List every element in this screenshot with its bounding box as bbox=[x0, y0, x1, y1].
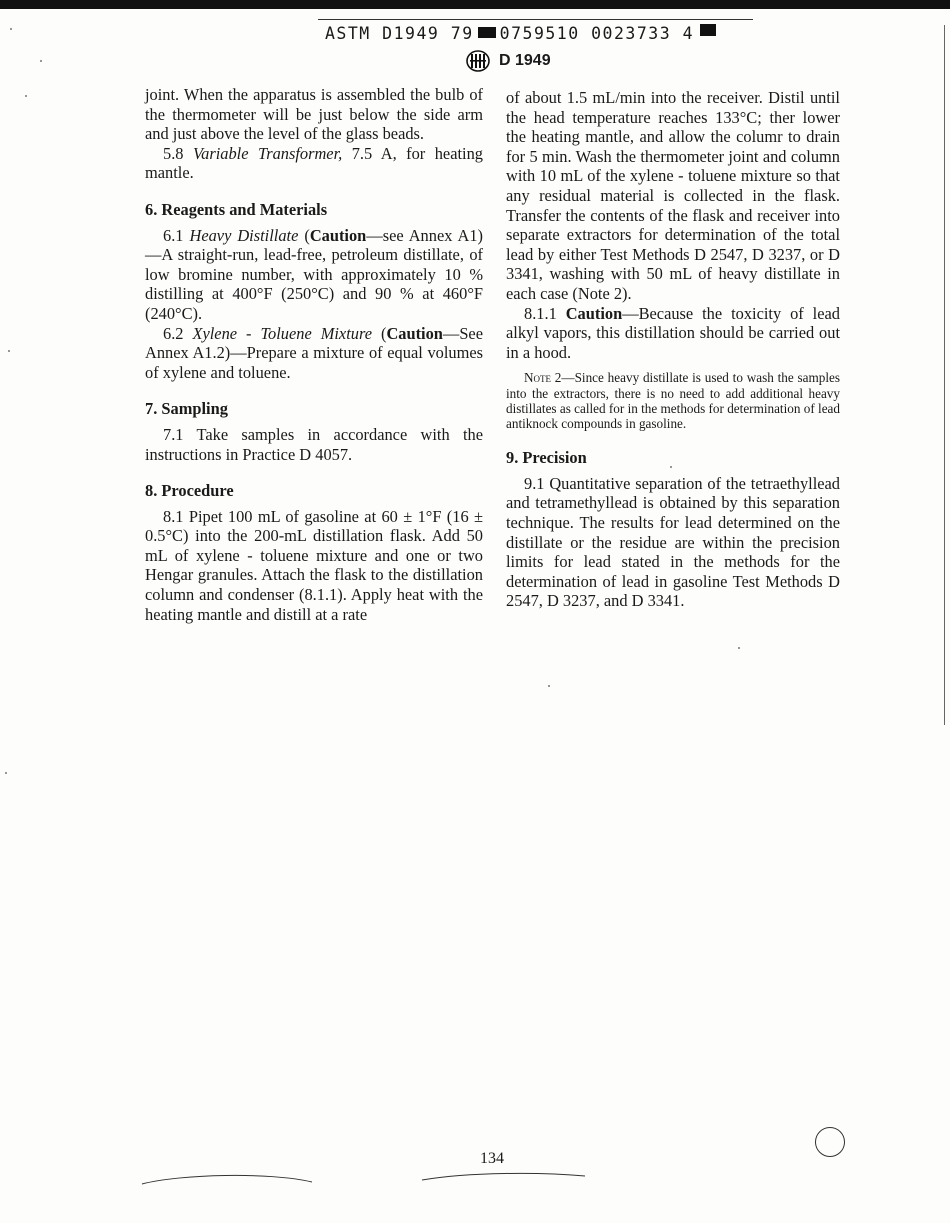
scan-speck bbox=[548, 685, 550, 687]
scan-speck bbox=[10, 28, 12, 30]
page-number: 134 bbox=[480, 1150, 504, 1167]
scan-top-bar bbox=[0, 0, 950, 9]
code-block-mark bbox=[478, 27, 496, 38]
code-numbers: 0759510 0023733 4 bbox=[499, 24, 695, 43]
paragraph-8-1: 8.1 Pipet 100 mL of gasoline at 60 ± 1°F (16 ± 0.5°C) into the 200-mL distillation flask. Add 50 mL of xylene - toluene mixture and one or two Hengar granules. Attach the flask to the distillation column and condenser (8.1.1). Apply heat with the heating mantle and distill at a rate bbox=[145, 506, 483, 624]
code-block-mark-end bbox=[700, 24, 716, 36]
paragraph-6-2: 6.2 Xylene - Toluene Mixture (Caution—See Annex A1.2)—Prepare a mixture of equal volumes of xylene and toluene. bbox=[145, 323, 483, 382]
scan-speck bbox=[25, 95, 27, 97]
paragraph-9-1: 9.1 Quantitative separation of the tetraethyllead and tetramethyllead is obtained by this separation technique. The results for lead determined on the distillate or the residue are within the precision limits for lead stated in the methods for the determination of lead in gasoline Test Methods D 2547, D 3237, and D 3341. bbox=[506, 473, 840, 611]
paragraph-6-1: 6.1 Heavy Distillate (Caution—see Annex A1)—A straight-run, lead-free, petroleum distillate, of low bromine number, with approximately 10 % distilling at 400°F (250°C) and 90 % at 460°F (240°C). bbox=[145, 225, 483, 323]
scan-mark-left bbox=[140, 1170, 320, 1192]
paragraph-8-1-1: 8.1.1 Caution—Because the toxicity of lead alkyl vapors, this distillation should be carried out in a hood. bbox=[506, 303, 840, 362]
section-heading-precision: 9. Precision bbox=[506, 448, 587, 468]
designation-row bbox=[465, 50, 551, 72]
scan-speck bbox=[5, 772, 7, 774]
left-column bbox=[145, 85, 483, 624]
code-text: ASTM D1949 79 bbox=[325, 24, 474, 43]
scan-speck bbox=[738, 647, 740, 649]
scan-speck bbox=[670, 466, 672, 468]
scan-mark-right bbox=[420, 1170, 590, 1186]
scan-speck bbox=[8, 350, 10, 352]
section-heading-reagents: 6. Reagents and Materials bbox=[145, 199, 328, 219]
right-column bbox=[506, 88, 840, 611]
paragraph-5-8: 5.8 Variable Transformer, 7.5 A, for heating mantle. bbox=[145, 143, 483, 183]
designation-number: D 1949 bbox=[499, 52, 551, 69]
document-code-header bbox=[325, 24, 716, 43]
header-rule bbox=[318, 19, 753, 20]
note-2: Note 2—Since heavy distillate is used to wash the samples into the extractors, there is no need to add additional heavy distillates as called for in the methods for determination of lead antiknock compounds in gasoline. bbox=[506, 370, 840, 431]
hole-punch-mark bbox=[815, 1127, 845, 1157]
section-heading-procedure: 8. Procedure bbox=[145, 481, 234, 501]
paragraph-7-1: 7.1 Take samples in accordance with the instructions in Practice D 4057. bbox=[145, 424, 483, 464]
section-heading-sampling: 7. Sampling bbox=[145, 399, 228, 419]
paragraph-continuation: of about 1.5 mL/min into the receiver. Distil until the head temperature reaches 133°C; ther lower the heating mantle, and allow the columr to drain for 5 min. Wash the thermometer joint and column with 10 mL of the xylene - toluene mixture so that any residual material is collected in the flask. Transfer the contents of the flask and receiver into separate extractors for determination of the total lead by either Test Methods D 2547, D 3237, or D 3341, washing with 50 mL of heavy distillate in each case (Note 2). bbox=[506, 88, 840, 303]
scan-speck bbox=[40, 60, 42, 62]
astm-logo-icon bbox=[465, 50, 491, 72]
scan-edge-line bbox=[944, 25, 945, 725]
paragraph-intro: joint. When the apparatus is assembled the bulb of the thermometer will be just below the side arm and just above the level of the glass beads. bbox=[145, 85, 483, 144]
